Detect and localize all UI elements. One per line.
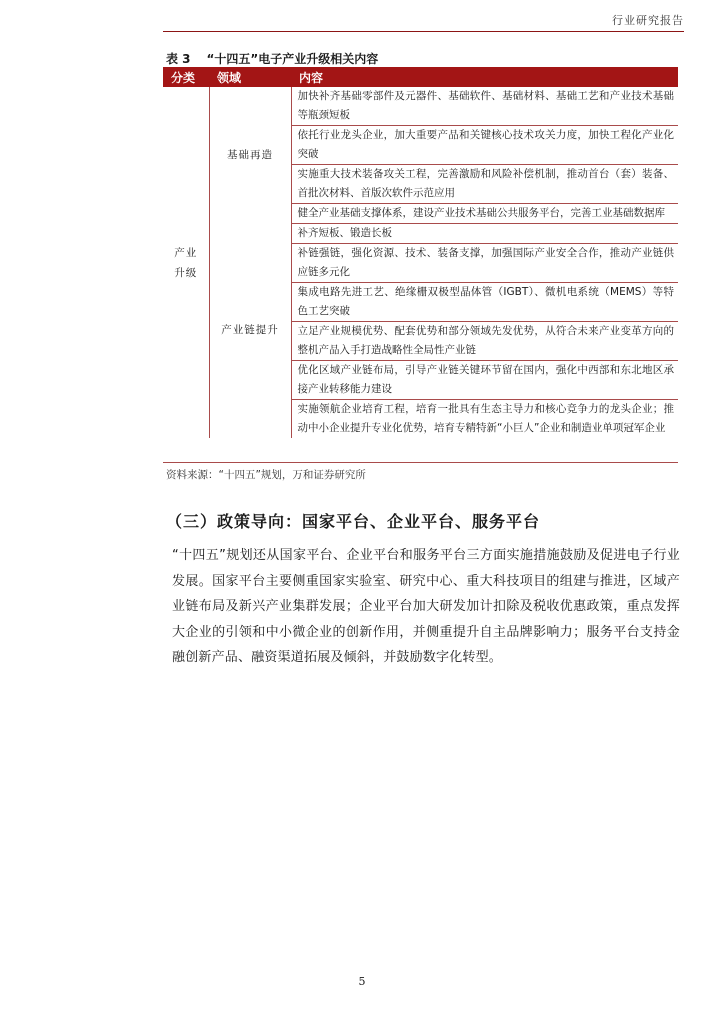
header-content: 内容 — [291, 67, 678, 87]
content-cell: 立足产业规模优势、配套优势和部分领域先发优势，从符合未来产业变革方向的整机产品入手打造战略性全局性产业链 — [291, 322, 678, 361]
industry-upgrade-table — [163, 67, 678, 438]
page-number: 5 — [358, 975, 366, 988]
table-row — [163, 224, 678, 244]
section-heading: （三）政策导向：国家平台、企业平台、服务平台 — [166, 512, 541, 531]
body-paragraph: “十四五”规划还从国家平台、企业平台和服务平台三方面实施措施鼓励及促进电子行业发展。国家平台主要侧重国家实验室、研究中心、重大科技项目的组建与推进，区域产业链布局及新兴产业集群发展；企业平台加大研发加计扣除及税收优惠政策，重点发挥大企业的引领和中小微企业的创新作用，并侧重提升自主品牌影响力；服务平台支持金融创新产品、融资渠道拓展及倾斜，并鼓励数字化转型。 — [172, 548, 680, 666]
report-type-header: 行业研究报告 — [612, 14, 684, 27]
header-category: 分类 — [163, 67, 209, 87]
content-cell: 实施领航企业培育工程，培育一批具有生态主导力和核心竞争力的龙头企业；推动中小企业提升专业化优势，培育专精特新“小巨人”企业和制造业单项冠军企业 — [297, 403, 674, 434]
table-source: 资料来源：“十四五”规划，万和证券研究所 — [166, 469, 366, 481]
content-cell: 加快补齐基础零部件及元器件、基础软件、基础材料、基础工艺和产业技术基础等瓶颈短板 — [291, 87, 678, 126]
header-domain: 领域 — [209, 67, 291, 87]
table-row — [163, 87, 678, 126]
content-cell: 依托行业龙头企业，加大重要产品和关键核心技术攻关力度，加快工程化产业化突破 — [291, 126, 678, 165]
category-cell: 产业 升级 — [174, 246, 198, 279]
content-cell: 优化区域产业链布局，引导产业链关键环节留在国内，强化中西部和东北地区承接产业转移能力建设 — [291, 361, 678, 400]
content-cell: 补齐短板、锻造长板 — [291, 224, 678, 244]
content-cell: 实施重大技术装备攻关工程，完善激励和风险补偿机制，推动首台（套）装备、首批次材料、首版次软件示范应用 — [291, 165, 678, 204]
domain-cell-chain: 产业链提升 — [209, 224, 291, 439]
table-title: “十四五”电子产业升级相关内容 — [206, 52, 379, 66]
content-cell: 补链强链，强化资源、技术、装备支撑，加强国际产业安全合作，推动产业链供应链多元化 — [291, 244, 678, 283]
header-rule — [163, 31, 684, 32]
content-cell: 集成电路先进工艺、绝缘栅双极型晶体管（IGBT）、微机电系统（MEMS）等特色工艺突破 — [291, 283, 678, 322]
table-number: 表 3 — [166, 52, 191, 66]
table-bottom-rule — [163, 462, 678, 463]
table-header-row — [163, 67, 678, 87]
domain-cell-foundation: 基础再造 — [209, 87, 291, 224]
content-cell: 健全产业基础支撑体系，建设产业技术基础公共服务平台，完善工业基础数据库 — [291, 204, 678, 224]
table-caption — [166, 50, 378, 67]
